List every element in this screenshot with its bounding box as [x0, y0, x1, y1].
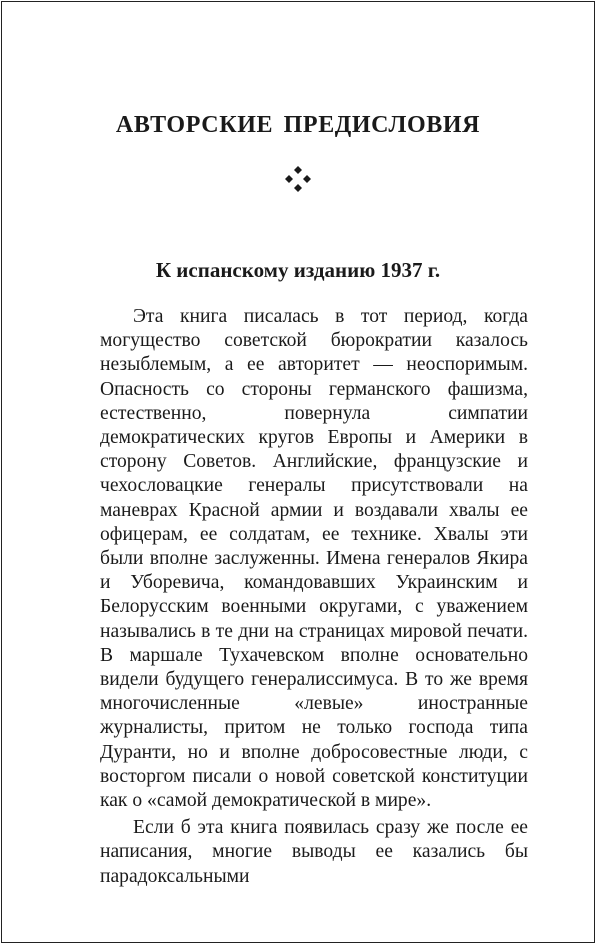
- paragraph-1: Эта книга писалась в тот период, когда могущество советской бюрократии казалось незыблемым, а ее авторитет — неоспоримым. Опасность со стороны германского фашизма, естественно, повернула симпатии демократических кругов Европы и Америки в сторону Советов. Английские, французские и чехословацкие генералы присутствовали на маневрах Красной армии и воздавали хвалы ее офицерам, ее солдатам, ее технике. Хвалы эти были вполне заслуженны. Имена генералов Якира и Уборевича, командовавших Украинским и Белорусским военными округами, с уважением назывались в те дни на страницах мировой печати. В маршале Тухачевском вполне основательно видели будущего генералиссимуса. В то же время многочисленные «левые» иностранные журналисты, притом не только господа типа Дуранти, но и вполне добросовестные люди, с восторгом писали о новой советской конституции как о «самой демократической в мире».: [100, 306, 528, 812]
- section-heading: АВТОРСКИЕ ПРЕДИСЛОВИЯ: [115, 112, 481, 138]
- body-text: [100, 305, 528, 889]
- paragraph-2: Если б эта книга появилась сразу же после ее написания, многие выводы ее казались бы парадоксальными: [100, 817, 528, 887]
- book-page: [1, 1, 595, 943]
- ornament-icon: [283, 164, 313, 194]
- chapter-subheading: К испанскому изданию 1937 г.: [155, 258, 441, 282]
